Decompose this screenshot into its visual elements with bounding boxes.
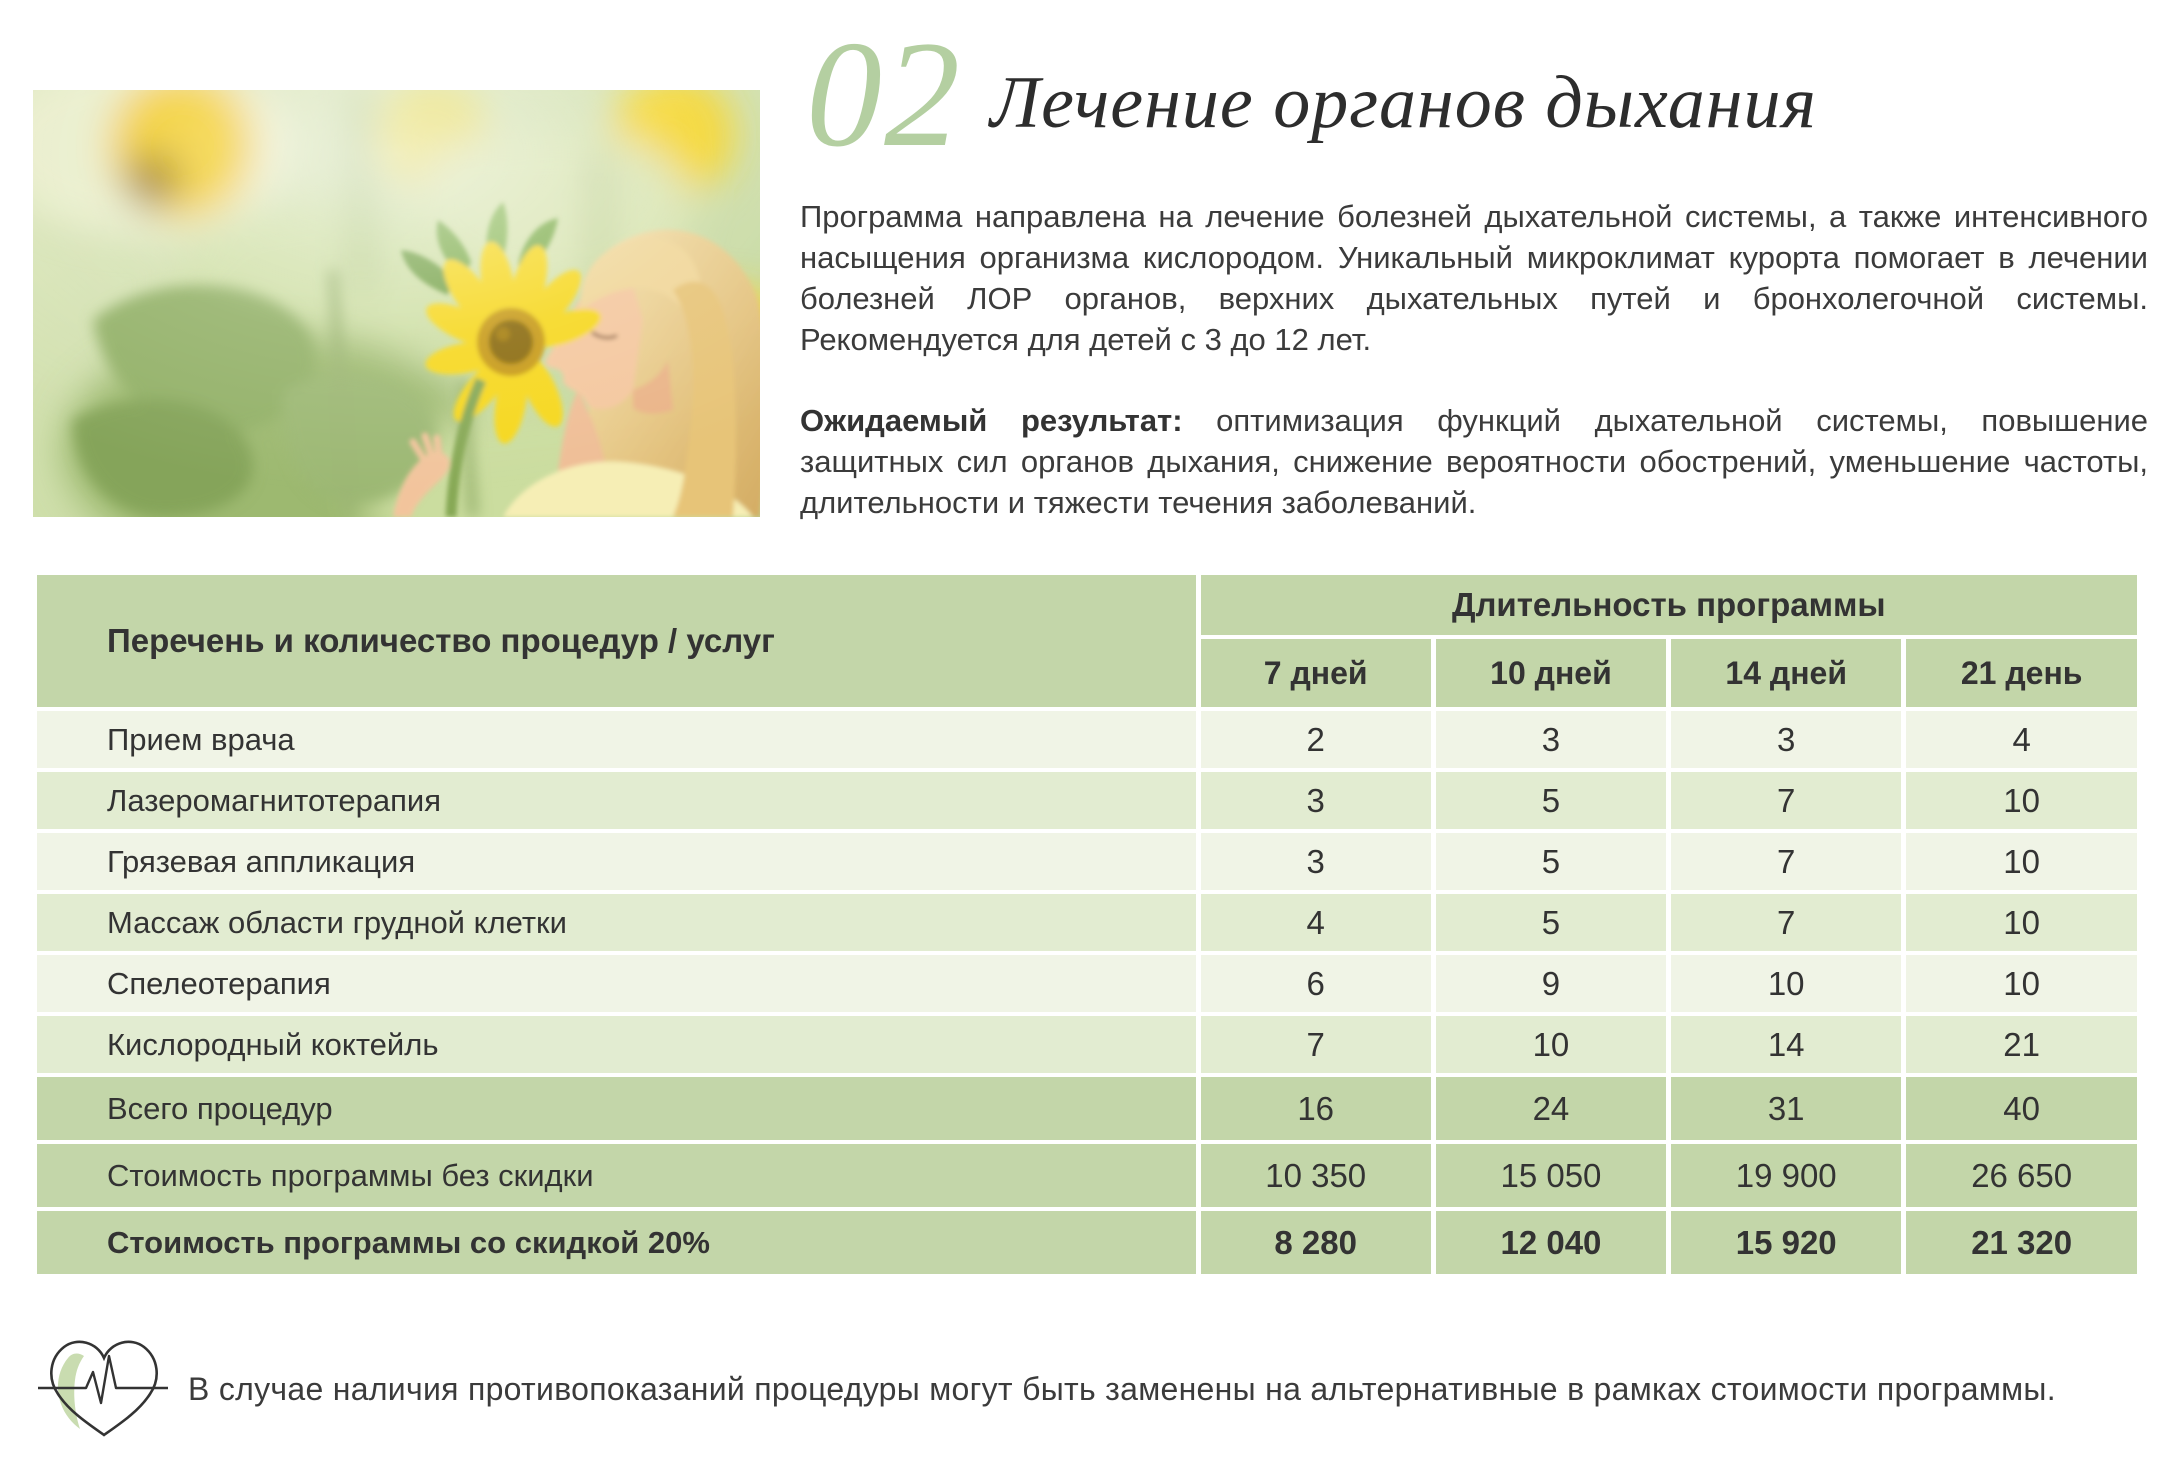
table-row	[37, 1016, 2137, 1073]
program-table	[32, 571, 2142, 1278]
value-cell: 10	[1906, 955, 2137, 1012]
value-cell: 14	[1671, 1016, 1901, 1073]
value-cell: 10	[1436, 1016, 1666, 1073]
program-table-wrap	[32, 571, 2142, 1278]
value-cell: 3	[1201, 772, 1431, 829]
procedure-name-cell: Стоимость программы без скидки	[37, 1144, 1196, 1207]
value-cell: 40	[1906, 1077, 2137, 1140]
procedure-name-cell: Массаж области грудной клетки	[37, 894, 1196, 951]
procedure-name-cell: Стоимость программы со скидкой 20%	[37, 1211, 1196, 1274]
table-row	[37, 711, 2137, 768]
value-cell: 10	[1906, 894, 2137, 951]
value-cell: 6	[1201, 955, 1431, 1012]
value-cell: 10	[1906, 833, 2137, 890]
procedure-name-cell: Всего процедур	[37, 1077, 1196, 1140]
expected-result-label: Ожидаемый результат:	[800, 403, 1183, 438]
procedure-name-cell: Прием врача	[37, 711, 1196, 768]
procedure-name-cell: Грязевая аппликация	[37, 833, 1196, 890]
girl-sunflower-photo	[33, 90, 760, 517]
expected-result-text: оптимизация функций дыхательной системы, повышение защитных сил органов дыхания, снижение вероятности обострений, уменьшение частоты, длительности и тяжести течения заболеваний.	[800, 403, 2148, 520]
value-cell: 12 040	[1436, 1211, 1666, 1274]
value-cell: 16	[1201, 1077, 1431, 1140]
value-cell: 4	[1201, 894, 1431, 951]
footnote	[38, 1336, 2142, 1442]
value-cell: 3	[1201, 833, 1431, 890]
duration-header-cell: 7 дней	[1201, 639, 1431, 707]
value-cell: 7	[1671, 833, 1901, 890]
expected-result-paragraph	[800, 400, 2148, 523]
value-cell: 21	[1906, 1016, 2137, 1073]
table-row	[37, 772, 2137, 829]
intro-paragraph: Программа направлена на лечение болезней дыхательной системы, а также интенсивного насыщения организма кислородом. Уникальный микроклимат курорта помогает в лечении болезней ЛОР органов, верхних дыхательных путей и бронхолегочной системы. Рекомендуется для детей с 3 до 12 лет.	[800, 199, 2148, 357]
value-cell: 5	[1436, 772, 1666, 829]
value-cell: 24	[1436, 1077, 1666, 1140]
procedure-name-cell: Кислородный коктейль	[37, 1016, 1196, 1073]
value-cell: 21 320	[1906, 1211, 2137, 1274]
value-cell: 15 920	[1671, 1211, 1901, 1274]
value-cell: 10	[1906, 772, 2137, 829]
value-cell: 9	[1436, 955, 1666, 1012]
duration-header-cell: 21 день	[1906, 639, 2137, 707]
procedure-name-cell: Лазеромагнитотерапия	[37, 772, 1196, 829]
value-cell: 2	[1201, 711, 1431, 768]
value-cell: 4	[1906, 711, 2137, 768]
table-row	[37, 833, 2137, 890]
value-cell: 31	[1671, 1077, 1901, 1140]
value-cell: 5	[1436, 833, 1666, 890]
footnote-text: В случае наличия противопоказаний процедуры могут быть заменены на альтернативные в рамках стоимости программы.	[188, 1370, 2056, 1407]
table-row	[37, 894, 2137, 951]
value-cell: 10	[1671, 955, 1901, 1012]
headline	[806, 10, 1817, 178]
value-cell: 7	[1201, 1016, 1431, 1073]
section-number: 02	[806, 10, 962, 178]
value-cell: 10 350	[1201, 1144, 1431, 1207]
value-cell: 15 050	[1436, 1144, 1666, 1207]
value-cell: 26 650	[1906, 1144, 2137, 1207]
group-header-row	[37, 575, 2137, 635]
procedures-column-header: Перечень и количество процедур / услуг	[37, 575, 1196, 707]
table-row	[37, 1144, 2137, 1207]
heart-pulse-icon	[38, 1336, 170, 1442]
procedure-name-cell: Спелеотерапия	[37, 955, 1196, 1012]
duration-group-header: Длительность программы	[1201, 575, 2137, 635]
value-cell: 8 280	[1201, 1211, 1431, 1274]
table-row	[37, 955, 2137, 1012]
value-cell: 19 900	[1671, 1144, 1901, 1207]
value-cell: 7	[1671, 772, 1901, 829]
value-cell: 3	[1436, 711, 1666, 768]
value-cell: 3	[1671, 711, 1901, 768]
value-cell: 5	[1436, 894, 1666, 951]
value-cell: 7	[1671, 894, 1901, 951]
photo-illustration	[33, 90, 760, 517]
duration-header-cell: 10 дней	[1436, 639, 1666, 707]
table-row	[37, 1211, 2137, 1274]
table-row	[37, 1077, 2137, 1140]
program-table-body	[37, 711, 2137, 1274]
page-title: Лечение органов дыхания	[990, 62, 1817, 144]
duration-header-cell: 14 дней	[1671, 639, 1901, 707]
